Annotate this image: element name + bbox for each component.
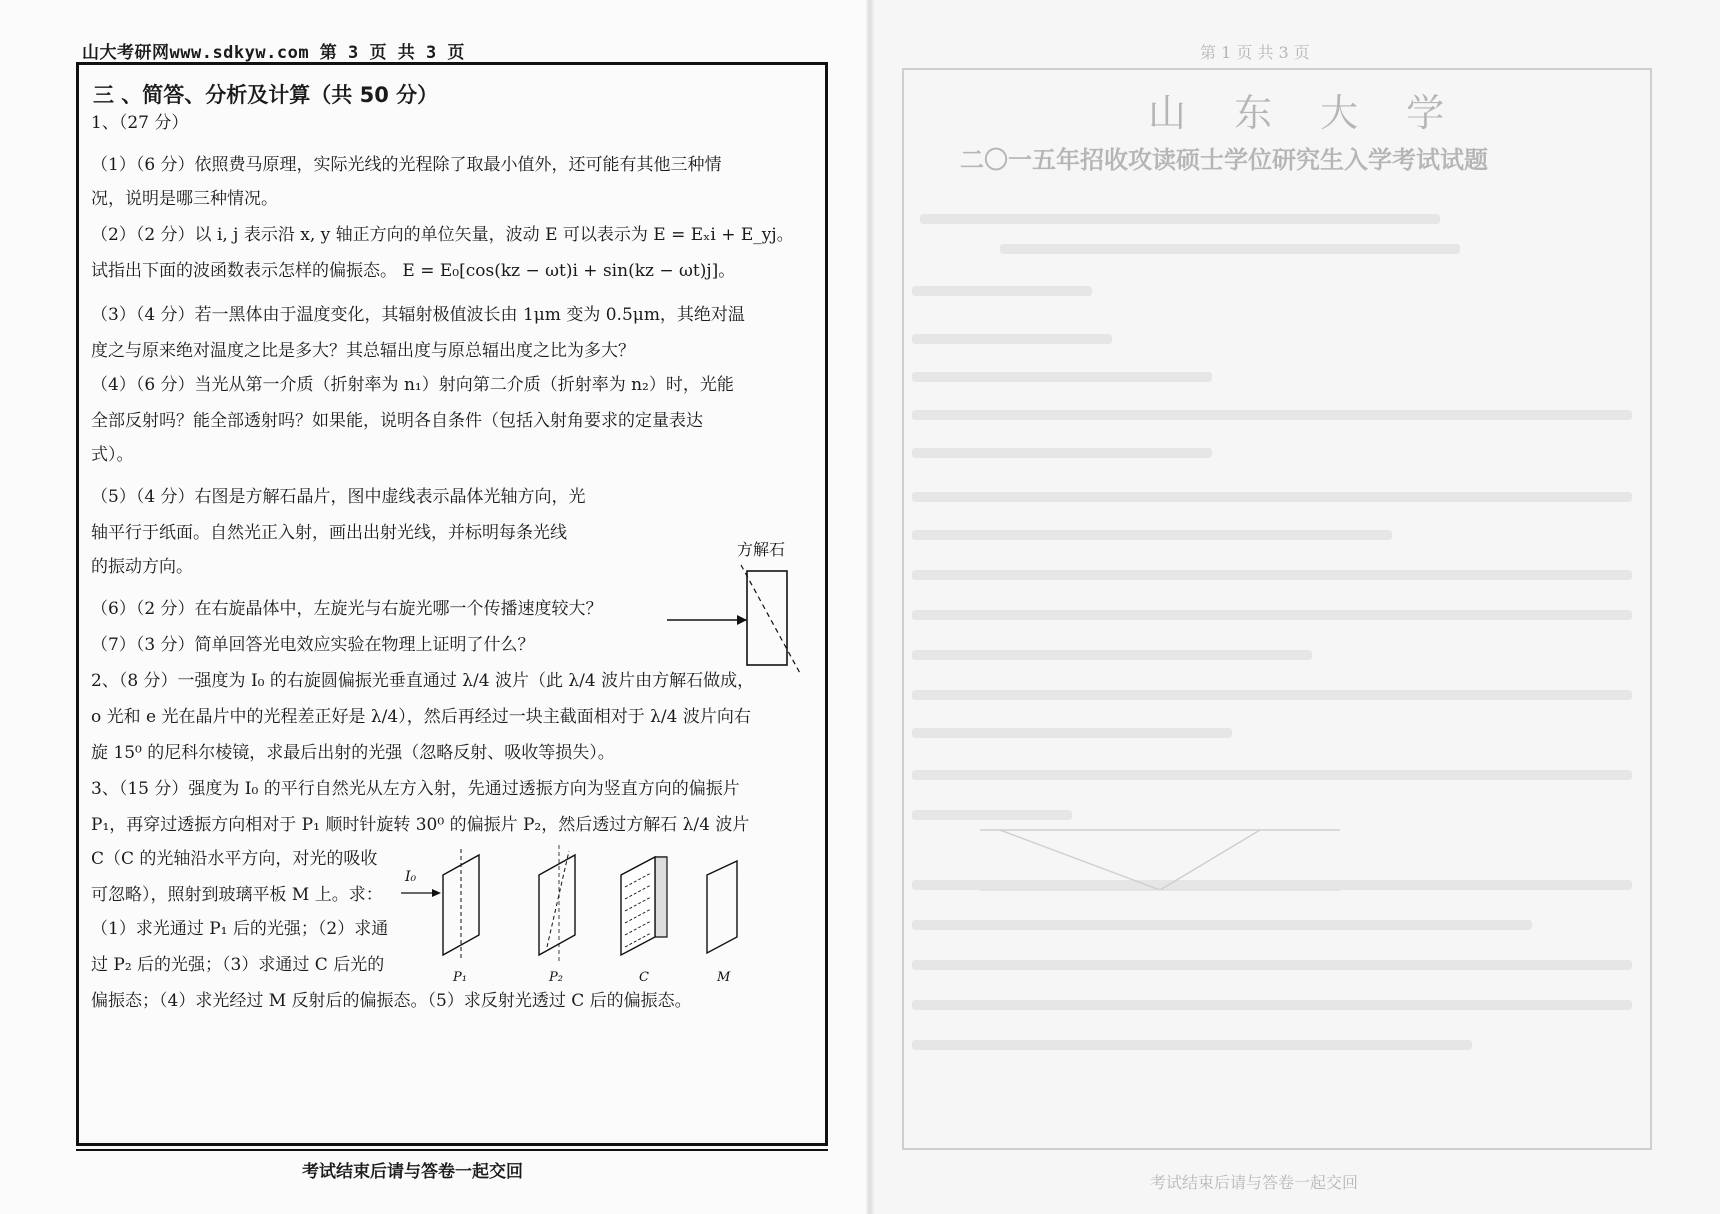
right-page-faint-line [912, 372, 1212, 382]
question-2-line2: o 光和 e 光在晶片中的光程差正好是 λ/4），然后再经过一块主截面相对于 λ/4 波片向右 [91, 707, 751, 727]
section-title: 三 、简答、分析及计算（共 50 分） [93, 83, 439, 107]
question-1-4-line1: （4）（6 分）当光从第一介质（折射率为 n₁）射向第二介质（折射率为 n₂）时，光能 [91, 375, 734, 395]
question-1-5-line2: 轴平行于纸面。自然光正入射，画出出射光线，并标明每条光线 [91, 523, 567, 543]
incident-intensity-label: I₀ [405, 869, 417, 885]
question-1-3-line2: 度之与原来绝对温度之比是多大？其总辐出度与原总辐出度之比为多大？ [91, 341, 635, 361]
right-page-faint-line [912, 492, 1632, 502]
optic-axis-dashed-line [741, 565, 801, 675]
question-1-5-line3: 的振动方向。 [91, 557, 193, 577]
question-3-line1: 3、（15 分）强度为 I₀ 的平行自然光从左方入射，先通过透振方向为竖直方向的偏振片 [91, 779, 740, 799]
question-3-line5: （1）求光通过 P₁ 后的光强；（2）求通 [91, 919, 389, 939]
glass-plate-m [707, 861, 737, 953]
right-page-faint-line [912, 690, 1632, 700]
p2-label: P₂ [549, 970, 563, 985]
calcite-plate [747, 571, 787, 665]
wave-plate-c [621, 857, 655, 955]
right-page-faint-line [912, 650, 1312, 660]
p1-label: P₁ [453, 970, 467, 985]
page-header: 山大考研网www.sdkyw.com 第 3 页 共 3 页 [82, 43, 465, 63]
question-2-line1: 2、（8 分）一强度为 I₀ 的右旋圆偏振光垂直通过 λ/4 波片（此 λ/4 波片由方解石做成， [91, 671, 755, 691]
right-page-footer: 考试结束后请与答卷一起交回 [1150, 1173, 1359, 1192]
right-page-faint-line [912, 410, 1632, 420]
right-page-faint-line [912, 610, 1632, 620]
right-page-header: 第 1 页 共 3 页 [1200, 43, 1310, 62]
question-1-7: （7）（3 分）简单回答光电效应实验在物理上证明了什么？ [91, 635, 535, 655]
question-1-5-line1: （5）（4 分）右图是方解石晶片，图中虚线表示晶体光轴方向，光 [91, 487, 586, 507]
right-page-faint-line [912, 530, 1392, 540]
right-page-university: 山 东 大 学 [1148, 91, 1463, 135]
question-1-heading: 1、（27 分） [91, 113, 189, 133]
right-page-faint-line [912, 960, 1632, 970]
question-3-line2: P₁，再穿过透振方向相对于 P₁ 顺时针旋转 30⁰ 的偏振片 P₂，然后透过方解石 λ/4 波片 [91, 815, 750, 835]
arrow-icon [737, 615, 747, 625]
calcite-label: 方解石 [737, 540, 786, 559]
right-page-faint-line [912, 334, 1112, 344]
question-3-line7: 偏振态；（4）求光经过 M 反射后的偏振态。（5）求反射光透过 C 后的偏振态。 [91, 991, 692, 1011]
right-page-faint-line [912, 1040, 1472, 1050]
right-page-faint-line [912, 448, 1212, 458]
box-bottom-rule [76, 1149, 828, 1151]
question-2-line3: 旋 15⁰ 的尼科尔棱镜，求最后出射的光强（忽略反射、吸收等损失）。 [91, 743, 615, 763]
faint-figure-line [1160, 830, 1260, 890]
question-1-4-line2: 全部反射吗？能全部透射吗？如果能，说明各自条件（包括入射角要求的定量表达 [91, 411, 703, 431]
exam-question-box [76, 62, 828, 1146]
page-fold [866, 0, 874, 1214]
polarizer-setup-figure [397, 835, 777, 985]
right-page-faint-line [912, 920, 1532, 930]
wave-plate-c-side [655, 857, 667, 937]
right-page-faint-line [920, 214, 1440, 224]
question-3-line4: 可忽略），照射到玻璃平板 M 上。求： [91, 885, 383, 905]
right-page-faint-line [1000, 244, 1460, 254]
c-label: C [639, 970, 649, 985]
page-footer: 考试结束后请与答卷一起交回 [302, 1162, 523, 1182]
right-page-box [902, 68, 1652, 1150]
right-page-faint-line [912, 1000, 1632, 1010]
right-page-faint-line [912, 286, 1092, 296]
question-1-4-line3: 式）。 [91, 445, 134, 465]
right-page-faint-line [912, 728, 1232, 738]
question-1-1-line1: （1）（6 分）依照费马原理，实际光线的光程除了取最小值外，还可能有其他三种情 [91, 155, 722, 175]
right-page-faint-line [912, 770, 1632, 780]
question-1-2-line1: （2）（2 分）以 i, j 表示沿 x, y 轴正方向的单位矢量，波动 E 可以表示为 E = Eₓi + E_yj。 [91, 225, 794, 245]
faint-figure-line [1000, 830, 1160, 890]
p2-transmission-axis [547, 851, 569, 947]
m-label: M [717, 970, 731, 985]
question-1-6: （6）（2 分）在右旋晶体中，左旋光与右旋光哪一个传播速度较大？ [91, 599, 603, 619]
right-page-faint-figure [960, 800, 1360, 910]
calcite-crystal-figure [661, 535, 831, 705]
question-3-line3: C（C 的光轴沿水平方向，对光的吸收 [91, 849, 378, 869]
question-1-3-line1: （3）（4 分）若一黑体由于温度变化，其辐射极值波长由 1μm 变为 0.5μm，其绝对温 [91, 305, 745, 325]
arrow-icon [432, 889, 441, 897]
question-1-2-line2: 试指出下面的波函数表示怎样的偏振态。 E = E₀[cos(kz − ωt)i + sin(kz − ωt)j]。 [91, 261, 736, 281]
question-3-line6: 过 P₂ 后的光强；（3）求通过 C 后光的 [91, 955, 385, 975]
right-page-exam-title: 二〇一五年招收攻读硕士学位研究生入学考试试题 [960, 145, 1488, 174]
question-1-1-line2: 况，说明是哪三种情况。 [91, 189, 278, 209]
right-page-faint-line [912, 570, 1632, 580]
